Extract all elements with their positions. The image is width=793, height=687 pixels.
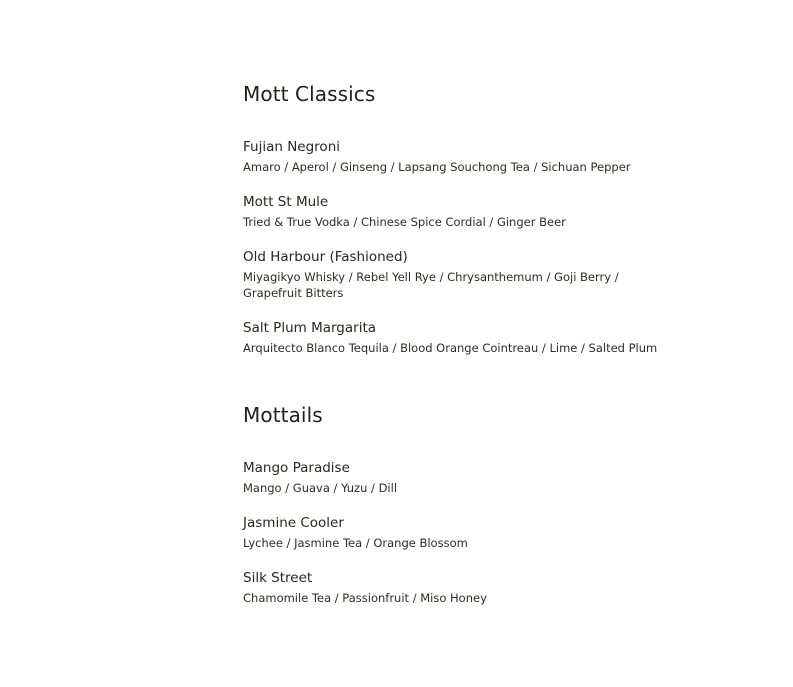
menu-item [243,194,663,230]
menu-item-ingredients: Lychee / Jasmine Tea / Orange Blossom [243,536,468,550]
menu-item-name: Mango Paradise [243,460,350,476]
menu-item-ingredients: Arquitecto Blanco Tequila / Blood Orange Cointreau / Lime / Salted Plum [243,341,658,355]
menu-item [243,515,663,551]
menu-item-name: Salt Plum Margarita [243,320,377,336]
section-title: Mottails [243,403,323,427]
menu-item-ingredients: Miyagikyo Whisky / Rebel Yell Rye / Chrysanthemum / Goji Berry / Grapefruit Bitters [243,270,619,300]
drinks-menu [243,78,663,625]
section-title: Mott Classics [243,82,376,106]
menu-item-name: Silk Street [243,570,313,586]
menu-item-name: Mott St Mule [243,194,329,210]
menu-item-ingredients: Mango / Guava / Yuzu / Dill [243,481,398,495]
section-mottails [243,399,663,606]
menu-item-name: Old Harbour (Fashioned) [243,249,408,265]
menu-item [243,249,663,301]
menu-item-name: Fujian Negroni [243,139,340,155]
menu-item-ingredients: Amaro / Aperol / Ginseng / Lapsang Souchong Tea / Sichuan Pepper [243,160,631,174]
menu-item [243,570,663,606]
menu-item [243,139,663,175]
section-mott-classics [243,78,663,356]
menu-item [243,460,663,496]
menu-item-ingredients: Chamomile Tea / Passionfruit / Miso Honey [243,591,487,605]
menu-item [243,320,663,356]
menu-item-name: Jasmine Cooler [243,515,344,531]
menu-item-ingredients: Tried & True Vodka / Chinese Spice Cordial / Ginger Beer [243,215,566,229]
